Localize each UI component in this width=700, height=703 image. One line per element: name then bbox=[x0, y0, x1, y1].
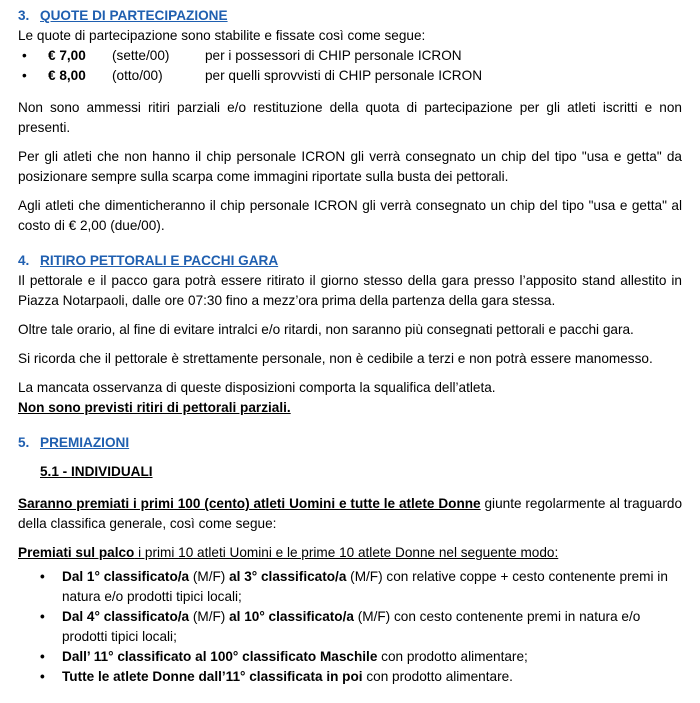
paragraph bbox=[18, 543, 682, 563]
fee-amount: € 8,00 bbox=[48, 68, 86, 83]
section-title: QUOTE DI PARTECIPAZIONE bbox=[40, 8, 228, 23]
document-page bbox=[18, 6, 682, 687]
bullet-icon: • bbox=[22, 68, 27, 83]
paragraph: Agli atleti che dimenticheranno il chip personale ICRON gli verrà consegnato un chip del tipo "usa e getta" al costo di € 2,00 (due/00). bbox=[18, 198, 682, 233]
prize-detail: (M/F) con cesto contenente premi in natura e/o prodotti tipici locali; bbox=[62, 609, 641, 644]
prize-item bbox=[18, 607, 682, 647]
fee-item bbox=[18, 66, 682, 86]
paragraph: Si ricorda che il pettorale è strettamente personale, non è cedibile a terzi e non potrà essere manomesso. bbox=[18, 351, 653, 366]
prize-item bbox=[18, 647, 682, 667]
prize-range: Tutte le atlete Donne dall’11° classificata in poi bbox=[62, 669, 363, 684]
fee-amount-words: (otto/00) bbox=[112, 68, 163, 83]
prize-item bbox=[18, 567, 682, 607]
fee-description: per i possessori di CHIP personale ICRON bbox=[205, 48, 462, 63]
section-number: 4. bbox=[18, 253, 30, 268]
paragraph-rest: i primi 10 atleti Uomini e le prime 10 atlete Donne nel seguente modo: bbox=[134, 545, 559, 560]
section-title: RITIRO PETTORALI E PACCHI GARA bbox=[40, 253, 279, 268]
prize-detail: con prodotto alimentare; bbox=[377, 649, 528, 664]
section-4-heading bbox=[18, 251, 682, 271]
section-title: PREMIAZIONI bbox=[40, 435, 130, 450]
prize-from: Dal 1° classificato/a bbox=[62, 569, 190, 584]
prize-gender: (M/F) bbox=[189, 609, 230, 624]
bold-lead: Premiati sul palco bbox=[18, 545, 135, 560]
subsection-heading bbox=[40, 462, 682, 482]
paragraph: Non sono ammessi ritiri parziali e/o restituzione della quota di partecipazione per gli atleti iscritti e non presenti. bbox=[18, 100, 682, 135]
fee-amount-words: (sette/00) bbox=[112, 48, 170, 63]
subsection-title: 5.1 - INDIVIDUALI bbox=[40, 464, 153, 479]
fees-intro: Le quote di partecipazione sono stabilite e fissate così come segue: bbox=[18, 28, 426, 43]
prize-to: al 10° classificato/a bbox=[229, 609, 354, 624]
paragraph: Il pettorale e il pacco gara potrà essere ritirato il giorno stesso della gara presso l’apposito stand allestito in Piazza Notarpaoli, dalle ore 07:30 fino a mezz’ora prima della partenza della gara stessa. bbox=[18, 273, 682, 308]
bold-lead: Saranno premiati i primi 100 (cento) atleti Uomini e tutte le atlete Donne bbox=[18, 496, 481, 511]
prize-detail: con prodotto alimentare. bbox=[362, 669, 513, 684]
paragraph bbox=[18, 494, 682, 534]
section-number: 5. bbox=[18, 435, 30, 450]
prize-gender: (M/F) bbox=[189, 569, 230, 584]
paragraph-rest: giunte regolarmente al traguardo della classifica generale, così come segue: bbox=[18, 496, 683, 531]
fee-item bbox=[18, 46, 682, 66]
section-number: 3. bbox=[18, 8, 30, 23]
prize-to: al 3° classificato/a bbox=[229, 569, 347, 584]
section-3-heading bbox=[18, 6, 682, 26]
paragraph: Oltre tale orario, al fine di evitare intralci e/o ritardi, non saranno più consegnati pettorali e pacchi gara. bbox=[18, 322, 634, 337]
prize-from: Dal 4° classificato/a bbox=[62, 609, 190, 624]
bullet-icon: • bbox=[22, 48, 27, 63]
paragraph: Per gli atleti che non hanno il chip personale ICRON gli verrà consegnato un chip del tipo "usa e getta" da posizionare sempre sulla scarpa come immagini riportate sulla busta dei pettorali. bbox=[18, 149, 682, 184]
section-5-heading bbox=[18, 433, 682, 453]
prize-detail: (M/F) con relative coppe + cesto contenente premi in natura e/o prodotti tipici locali; bbox=[62, 569, 668, 604]
paragraph: La mancata osservanza di queste disposizioni comporta la squalifica dell’atleta. bbox=[18, 380, 496, 395]
fee-list bbox=[18, 46, 682, 86]
fee-description: per quelli sprovvisti di CHIP personale ICRON bbox=[205, 68, 483, 83]
notice-no-partial: Non sono previsti ritiri di pettorali parziali. bbox=[18, 400, 291, 415]
prize-item bbox=[18, 667, 682, 687]
prize-range: Dall’ 11° classificato al 100° classificato Maschile bbox=[62, 649, 378, 664]
prize-list bbox=[18, 567, 682, 687]
fee-amount: € 7,00 bbox=[48, 48, 86, 63]
